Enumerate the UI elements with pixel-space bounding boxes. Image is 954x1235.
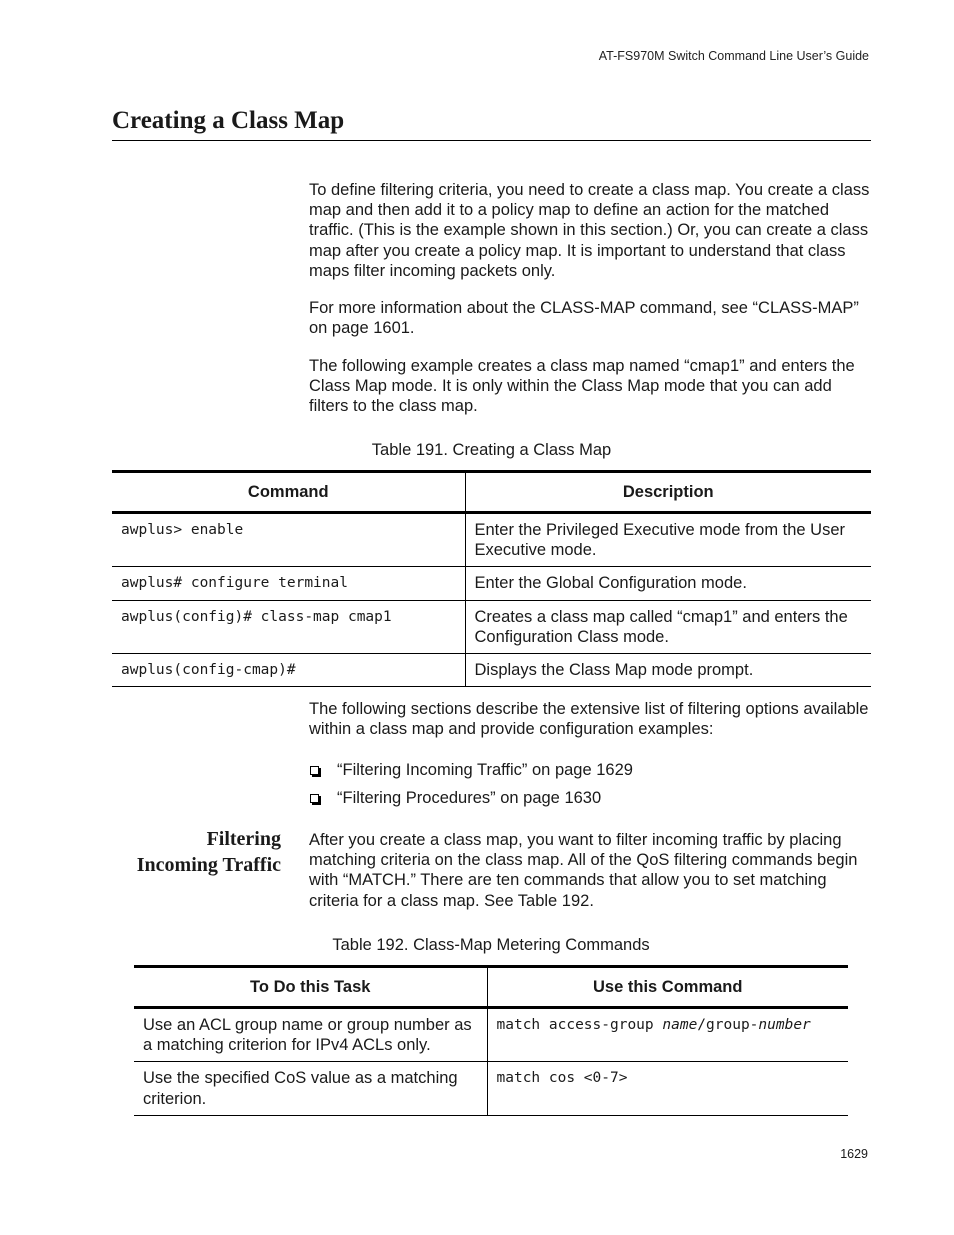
class-map-commands-table [112,470,871,687]
checkbox-bullet-icon [310,794,319,803]
command-cell: awplus(config)# class-map cmap1 [112,600,465,653]
running-header: AT-FS970M Switch Command Line User’s Guide [598,49,869,63]
subsection-heading-line2: Incoming Traffic [136,854,281,876]
command-text: /group- [697,1017,759,1033]
page-title: Creating a Class Map [112,107,345,134]
command-argument: number [758,1017,811,1033]
table-192-caption: Table 192. Class-Map Metering Commands [332,936,650,954]
command-text: match cos <0-7> [496,1070,628,1087]
filtering-paragraph: After you create a class map, you want to filter incoming traffic by placing matching criteria on the class map. All of the QoS filtering commands begin with “MATCH.” There are ten commands that allow you to set matching criteria for a class map. See Table 192. [309,831,858,910]
command-cell: awplus# configure terminal [112,567,465,600]
description-cell: Enter the Global Configuration mode. [465,567,871,600]
title-rule [112,140,871,141]
column-header-description: Description [465,472,871,513]
cross-reference-link[interactable]: “Filtering Incoming Traffic” on page 1629 [337,760,633,779]
table-row [134,1062,848,1115]
checkbox-bullet-icon [310,766,319,775]
metering-commands-table [134,965,848,1116]
command-text: match access-group [496,1017,663,1033]
description-cell: Enter the Privileged Executive mode from the User Executive mode. [465,513,871,567]
table-row [112,654,871,687]
cross-reference-link[interactable]: “Filtering Procedures” on page 1630 [337,788,602,807]
page-number: 1629 [840,1147,868,1161]
example-paragraph: The following example creates a class map named “cmap1” and enters the Class Map mode. It is only within the Class Map mode that you can add filters to the class map. [309,357,855,416]
subsection-heading [100,826,281,878]
table-row [112,567,871,600]
subsection-heading-line1: Filtering [206,828,281,850]
sections-intro-paragraph: The following sections describe the extensive list of filtering options available within a class map and provide configuration examples: [309,700,869,739]
more-info-paragraph: For more information about the CLASS-MAP command, see “CLASS-MAP” on page 1601. [309,299,859,338]
table-row [112,600,871,653]
column-header-task: To Do this Task [134,967,487,1008]
command-cell: awplus> enable [112,513,465,567]
table-header-row [112,472,871,513]
table-191-caption: Table 191. Creating a Class Map [371,441,612,459]
intro-paragraph: To define filtering criteria, you need to create a class map. You create a class map and then add it to a policy map to define an action for the matched traffic. (This is the example shown in this section.) Or, you can create a class map after you create a policy map. It is important to understand that class maps filter incoming packets only. [309,181,870,280]
table-row [112,513,871,567]
description-cell: Creates a class map called “cmap1” and enters the Configuration Class mode. [465,600,871,653]
task-cell: Use an ACL group name or group number as a matching criterion for IPv4 ACLs only. [134,1008,487,1062]
command-cell [487,1008,848,1062]
cross-reference-list [309,756,633,812]
task-cell: Use the specified CoS value as a matching criterion. [134,1062,487,1115]
description-cell: Displays the Class Map mode prompt. [465,654,871,687]
command-cell: awplus(config-cmap)# [112,654,465,687]
command-cell [487,1062,848,1115]
list-item[interactable] [309,756,633,784]
table-header-row [134,967,848,1008]
list-item[interactable] [309,784,633,812]
table-row [134,1008,848,1062]
column-header-command: Command [112,472,465,513]
column-header-command: Use this Command [487,967,848,1008]
command-argument: name [662,1017,698,1033]
